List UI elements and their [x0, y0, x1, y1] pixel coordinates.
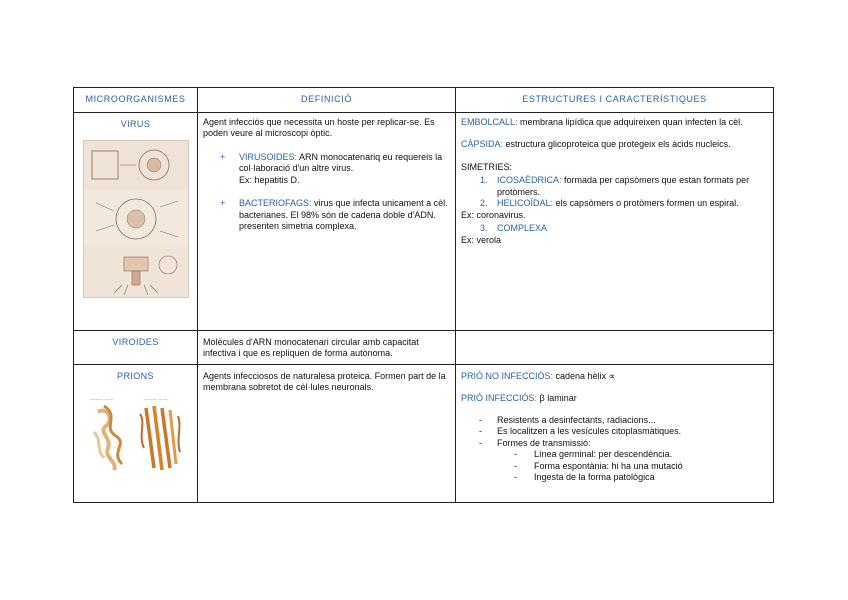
prion-property: Resistents a desinfectants, radiacions... [497, 414, 656, 425]
list-item [461, 449, 768, 461]
prion-structure-image [84, 392, 188, 478]
prion-structure-svg [84, 392, 188, 478]
dash-bullet: - [479, 414, 482, 425]
list-item [461, 175, 768, 198]
bacteriofags-label: BACTERIOFAGS: [239, 198, 312, 208]
complexa-label: COMPLEXA [497, 223, 548, 233]
viroides-cell [74, 330, 198, 364]
svg-text:——— ——: ——— —— [89, 396, 114, 401]
header-definicio: DEFINICIÓ [198, 88, 456, 113]
virus-name: VIRUS [120, 118, 151, 129]
virus-cell [74, 112, 198, 330]
bacteriofags-text: virus que infecta unicament a cèl. bacterianes. El 98% són de cadena doble d'ADN. presenten simetria complexa. [239, 198, 448, 231]
list-item [461, 426, 768, 438]
prions-definition: Agents infecciosos de naturalesa proteica. Formen part de la membrana sobretot de cèl·lules neuronals. [203, 370, 446, 392]
virusoides-label: VIRUSOIDES: [239, 151, 298, 162]
helicoidal-text: els capsòmers o protòmers formen un espiral. [555, 198, 739, 208]
capsida-label: CÀPSIDA: [461, 139, 504, 149]
icosaedrica-text: formada per capsòmers que estan formats per protòmers. [497, 175, 750, 197]
prions-definition-cell [198, 364, 456, 502]
embolcall-text: membrana lipídica que adquireixen quan infecten la cèl. [520, 116, 743, 127]
viroides-row [74, 330, 774, 364]
svg-text:——— ——: ——— —— [143, 396, 168, 401]
symmetry-list [461, 175, 768, 210]
dash-bullet: - [479, 437, 482, 448]
transmission-form: Forma espontània: hi ha una mutació [534, 460, 683, 471]
plus-bullet-icon: + [220, 198, 226, 208]
capsida-text: estructura glicoproteica que protegeix els àcids nucleics. [505, 139, 731, 149]
list-item [461, 461, 768, 473]
list-item [461, 438, 768, 450]
symmetry-list-2 [461, 223, 768, 235]
embolcall-label: EMBOLCALL: [461, 116, 518, 127]
plus-bullet-icon: + [220, 151, 226, 162]
header-microorganismes: MICROORGANISMES [74, 88, 198, 113]
dash-bullet: - [479, 426, 482, 436]
virus-types-list [203, 152, 450, 233]
list-item [461, 472, 768, 484]
list-item [203, 198, 450, 233]
list-item [461, 223, 768, 235]
dash-bullet: - [514, 472, 517, 482]
virusoides-example: Ex: hepatitis D. [239, 174, 300, 185]
dash-bullet: - [514, 460, 517, 471]
viroides-definition-cell [198, 330, 456, 364]
virusoides-text: ARN monocatenariq eu requereis la col·laboració d'un altre virus. [239, 151, 443, 173]
prion-properties-list [461, 415, 768, 450]
prions-cell [74, 364, 198, 502]
virus-structures-cell [456, 112, 774, 330]
list-item [461, 198, 768, 210]
helicoidal-example: Ex: coronavirus. [461, 209, 526, 220]
dash-bullet: - [514, 449, 517, 459]
virus-definition-cell [198, 112, 456, 330]
prio-no-infeccios-label: PRIÓ NO INFECCIÓS: [461, 370, 554, 381]
list-number: 3. [480, 223, 488, 233]
viroides-definition: Molècules d'ARN monocatenari circular amb capacitat infectiva i que es repliquen de forma autònoma. [203, 336, 419, 358]
header-row [74, 88, 774, 113]
transmission-form: Ingesta de la forma patològica [534, 472, 655, 482]
list-number: 1. [480, 175, 488, 185]
prio-no-infeccios-text: cadena hèlix ∝ [555, 370, 615, 381]
prio-infeccios-text: β laminar [539, 393, 577, 403]
viroides-structures-cell [456, 330, 774, 364]
prio-infeccios-label: PRIÓ INFECCIÓS: [461, 393, 538, 403]
virus-definition: Agent infecciós que necessita un hoste per replicar-se. Es poden veure al microscopi òptic. [203, 116, 435, 138]
transmission-form: Línea germinal: per descendència. [534, 449, 673, 459]
list-number: 2. [480, 198, 488, 208]
helicoidal-label: HELICOÏDAL: [497, 198, 554, 208]
prion-property: Formes de transmissió: [497, 437, 591, 448]
virus-diagram-svg [84, 141, 188, 297]
viroides-name: VIROIDES [112, 336, 159, 347]
prions-row [74, 364, 774, 502]
transmission-list [461, 449, 768, 484]
complexa-example: Ex: verola [461, 234, 502, 245]
virus-row [74, 112, 774, 330]
prions-structures-cell [456, 364, 774, 502]
microorganisms-table [73, 87, 774, 503]
header-estructures: ESTRUCTURES I CARACTERÍSTIQUES [456, 88, 774, 113]
prion-property: Es localitzen a les vesícules citoplasmàtiques. [497, 426, 682, 436]
virus-diagram-image [83, 140, 189, 298]
prions-name: PRIONS [117, 370, 154, 381]
list-item [461, 415, 768, 427]
simetries-label: SIMETRIES: [461, 161, 513, 172]
list-item [203, 152, 450, 187]
icosaedrica-label: ICOSAÈDRICA: [497, 175, 562, 185]
